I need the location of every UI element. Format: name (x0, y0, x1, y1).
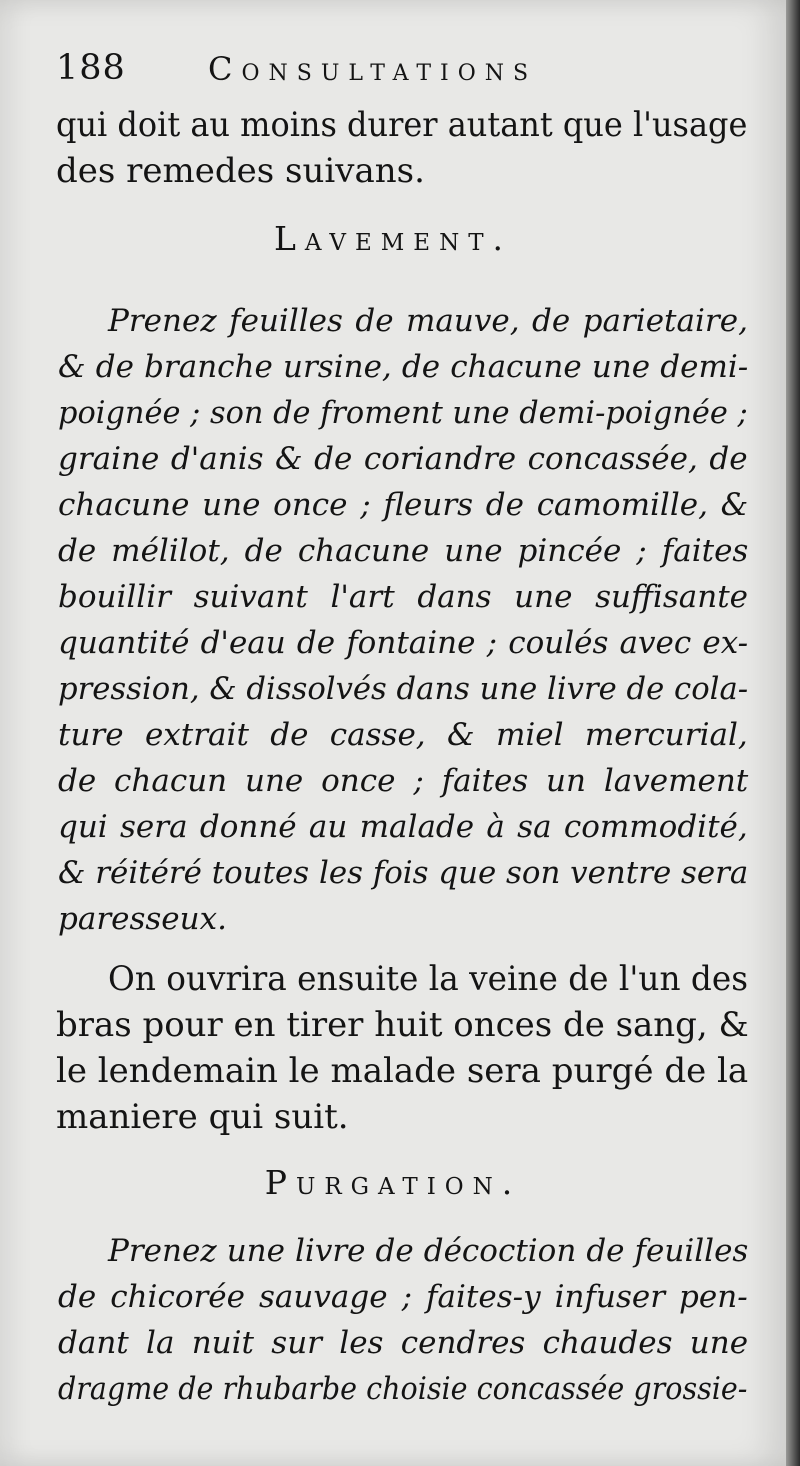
text-line: de chacun une once ; faites un lavement (58, 763, 749, 799)
running-title: Consultations (208, 50, 538, 88)
text-line: qui sera donné au malade à sa commodité, (58, 809, 748, 845)
text-line: graine d'anis & de coriandre concassée, de (58, 441, 748, 477)
text-line: Prenez feuilles de mauve, de parietaire, (108, 303, 748, 339)
text-line: chacune une once ; fleurs de camomille, & (58, 487, 749, 523)
text-line: & réitéré toutes les fois que son ventre sera (58, 855, 749, 891)
text-line: de chicorée sauvage ; faites-y infuser pen- (58, 1279, 748, 1315)
text-line: de mélilot, de chacune une pincée ; faites (58, 533, 749, 569)
text-line: On ouvrira ensuite la veine de l'un des (108, 959, 749, 999)
text-line: quantité d'eau de fontaine ; coulés avec ex- (58, 625, 749, 661)
text-line: qui doit au moins durer autant que l'usage (56, 105, 748, 145)
text-line: poignée ; son de froment une demi-poignée ; (58, 395, 748, 431)
text-line: ture extrait de casse, & miel mercurial, (58, 717, 748, 753)
text-line: dant la nuit sur les cendres chaudes une (58, 1325, 749, 1361)
page-number: 188 (56, 48, 126, 88)
text-line: bouillir suivant l'art dans une suffisante (58, 579, 749, 615)
text-line: dragme de rhubarbe choisie concassée grossie- (58, 1371, 748, 1407)
text-line: paresseux. (58, 901, 227, 937)
text-line: bras pour en tirer huit onces de sang, & (56, 1005, 749, 1045)
text-line: Prenez une livre de décoction de feuilles (108, 1233, 749, 1269)
text-line: maniere qui suit. (56, 1097, 349, 1137)
text-line: le lendemain le malade sera purgé de la (56, 1051, 749, 1091)
section-heading-purgation: Purgation. (264, 1163, 522, 1202)
text-line: pression, & dissolvés dans une livre de cola- (58, 671, 749, 707)
text-line: des remedes suivans. (56, 151, 425, 191)
page-header (0, 48, 786, 100)
page-edge-shadow (786, 0, 800, 1466)
text-line: & de branche ursine, de chacune une demi- (58, 349, 749, 385)
section-heading-lavement: Lavement. (273, 219, 513, 258)
